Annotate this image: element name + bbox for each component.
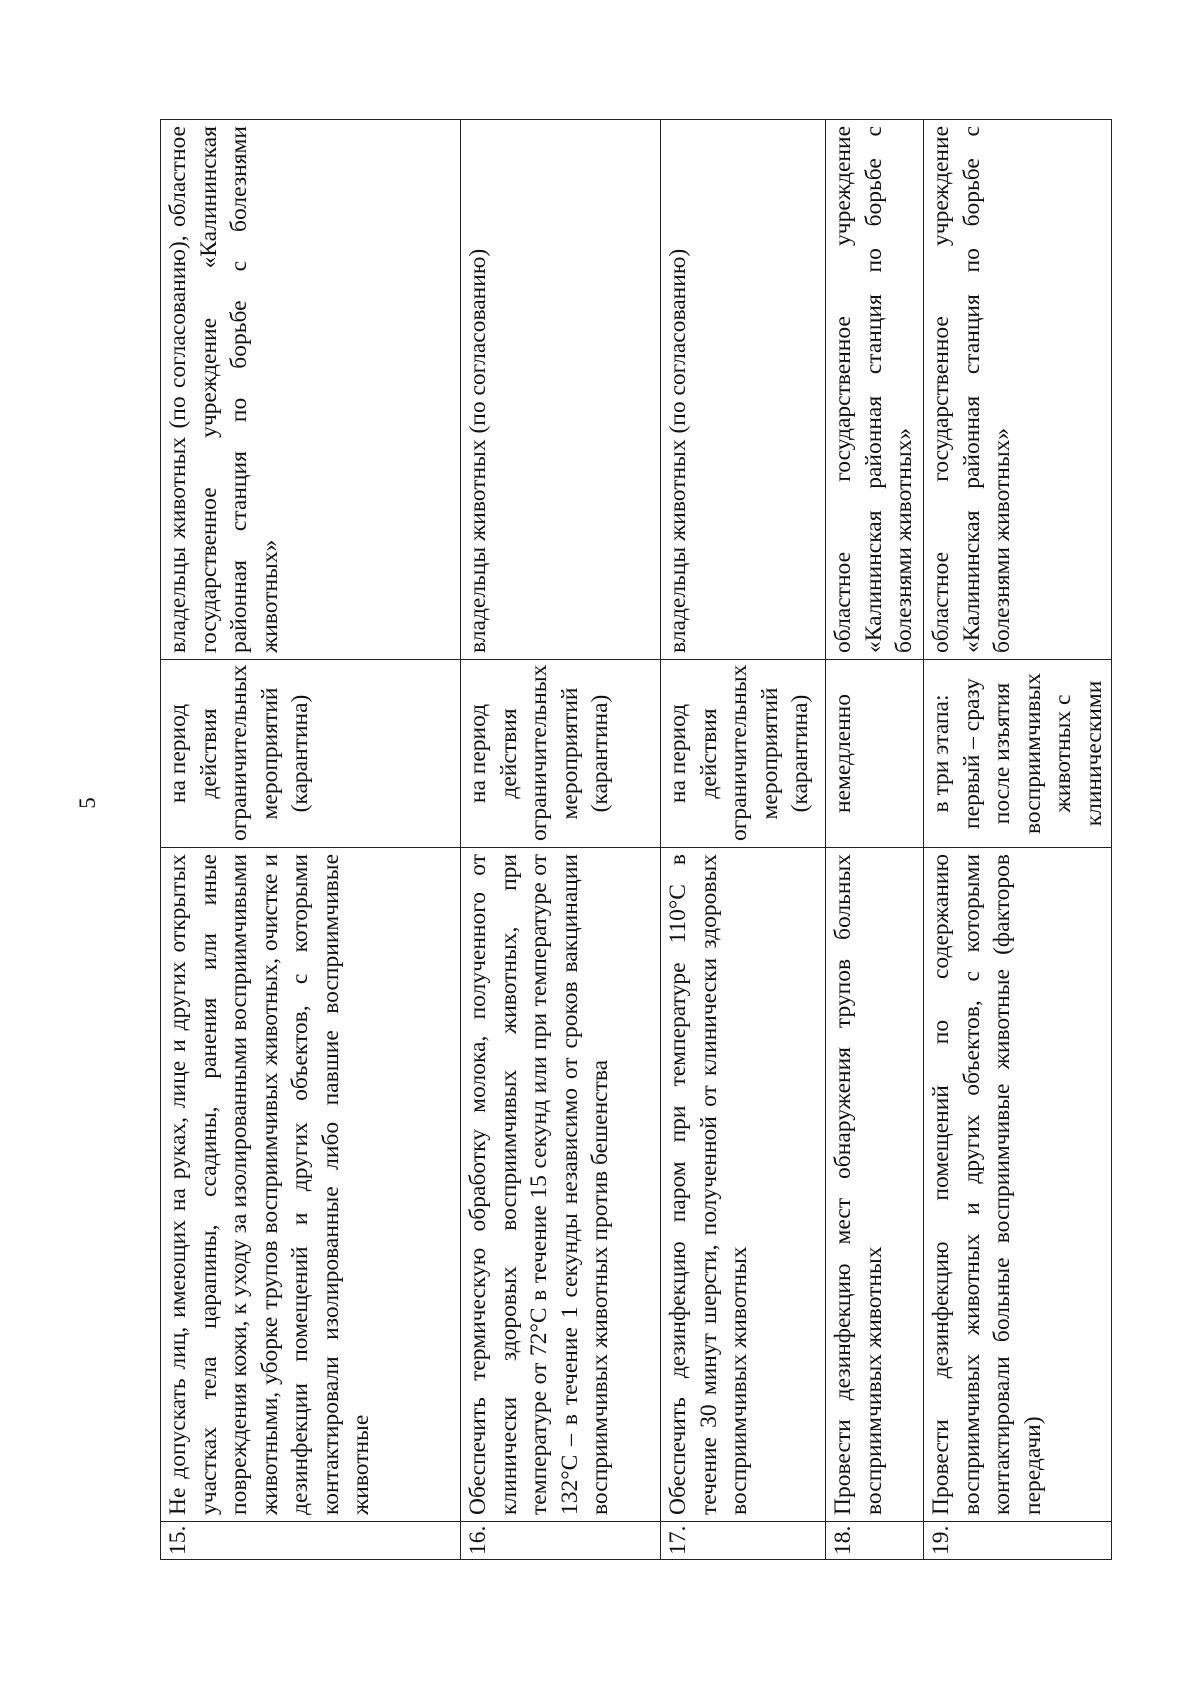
table-row [826, 120, 924, 1560]
measure-text: Провести дезинфекцию помещений по содержанию восприимчивых животных и других объектов, с которыми контактировали больные восприимчивые животные (факторов передачи) [924, 848, 1112, 1522]
deadline-text: на период действия ограничительных мероприятий (карантина) [461, 660, 661, 848]
deadline-text: на период действия ограничительных мероприятий (карантина) [661, 660, 826, 848]
responsible-text: областное государственное учреждение «Калининская районная станция по борьбе с болезнями животных» [826, 120, 924, 660]
responsible-text: владельцы животных (по согласованию) [461, 120, 661, 660]
row-number: 15. [161, 1522, 461, 1560]
measures-table-container [160, 120, 1107, 1560]
row-number: 17. [661, 1522, 826, 1560]
measure-text: Провести дезинфекцию мест обнаружения трупов больных восприимчивых животных [826, 848, 924, 1522]
deadline-text: на период действия ограничительных мероприятий (карантина) [161, 660, 461, 848]
page-number: 5 [74, 797, 100, 809]
row-number: 19. [924, 1522, 1112, 1560]
measure-text: Обеспечить термическую обработку молока, полученного от клинически здоровых восприимчивых животных, при температуре от 72°С в течение 15 секунд или при температуре от 132°С – в течение 1 секунды независимо от сроков вакцинации восприимчивых животных против бешенства [461, 848, 661, 1522]
responsible-text: владельцы животных (по согласованию), областное государственное учреждение «Калининская районная станция по борьбе с болезнями животных» [161, 120, 461, 660]
responsible-text: владельцы животных (по согласованию) [661, 120, 826, 660]
measure-text: Не допускать лиц, имеющих на руках, лице и других открытых участках тела царапины, ссадины, ранения или иные повреждения кожи, к уходу за изолированными восприимчивыми животными, уборке трупов восприимчивых животных, очистке и дезинфекции помещений и других объектов, с которыми контактировали изолированные либо павшие восприимчивые животные [161, 848, 461, 1522]
table-row [161, 120, 461, 1560]
deadline-text: немедленно [826, 660, 924, 848]
responsible-text: областное государственное учреждение «Калининская районная станция по борьбе с болезнями животных» [924, 120, 1112, 660]
table-row [461, 120, 661, 1560]
measures-table [160, 119, 1112, 1560]
measure-text: Обеспечить дезинфекцию паром при температуре 110°С в течение 30 минут шерсти, полученной от клинически здоровых восприимчивых животных [661, 848, 826, 1522]
table-row [924, 120, 1112, 1560]
deadline-text: в три этапа: первый – сразу после изъятия восприимчивых животных с клиническими [924, 660, 1112, 848]
row-number: 16. [461, 1522, 661, 1560]
row-number: 18. [826, 1522, 924, 1560]
table-row [661, 120, 826, 1560]
